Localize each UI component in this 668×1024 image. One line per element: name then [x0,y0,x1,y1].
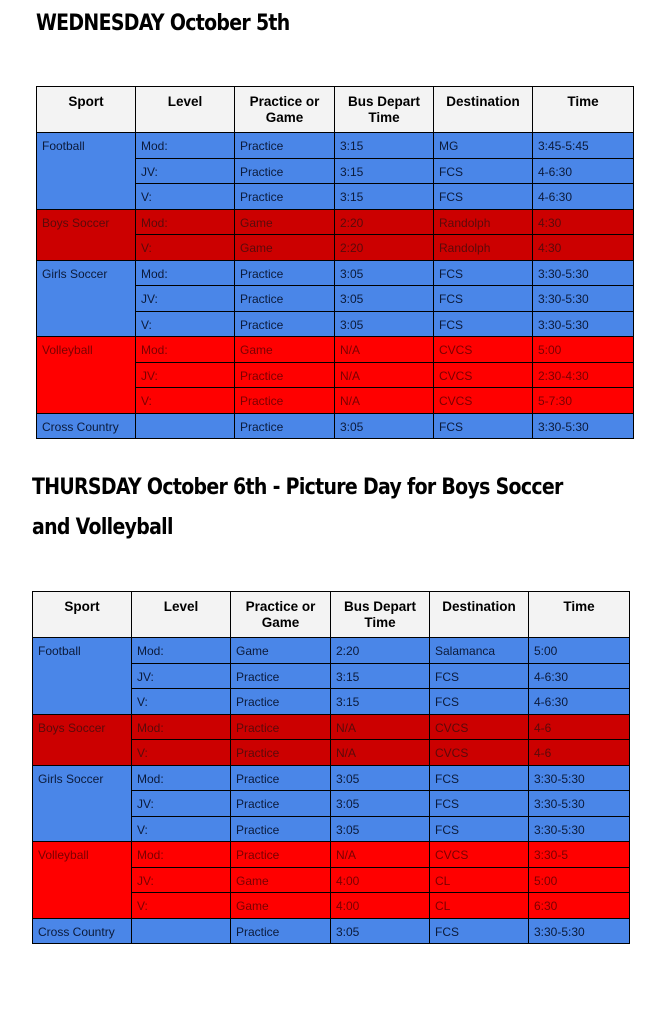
level-cell: Mod: [132,765,231,791]
time-cell: 5-7:30 [533,388,634,414]
level-cell: V: [136,388,235,414]
level-cell: V: [132,816,231,842]
bus-depart-cell: 3:05 [335,260,434,286]
practice-or-game-cell: Game [231,867,331,893]
level-cell [136,413,235,439]
level-cell [132,918,231,944]
practice-or-game-cell: Game [231,638,331,664]
practice-or-game-cell: Practice [235,286,335,312]
practice-or-game-cell: Practice [231,791,331,817]
destination-cell: MG [434,133,533,159]
time-cell: 4-6 [529,714,630,740]
time-cell: 4-6:30 [533,158,634,184]
practice-or-game-cell: Practice [235,311,335,337]
level-cell: V: [132,740,231,766]
destination-header: Destination [434,87,533,133]
destination-cell: Salamanca [430,638,529,664]
time-cell: 3:30-5:30 [529,918,630,944]
bus-depart-cell: 2:20 [335,235,434,261]
time-cell: 3:30-5:30 [533,311,634,337]
destination-cell: Randolph [434,209,533,235]
table-row [33,765,630,791]
level-cell: Mod: [136,260,235,286]
bus-depart-cell: 4:00 [331,867,430,893]
level-cell: Mod: [136,209,235,235]
destination-cell: FCS [434,260,533,286]
bus-depart-cell: N/A [335,388,434,414]
destination-cell: Randolph [434,235,533,261]
practice-or-game-cell: Game [235,209,335,235]
table-row [33,842,630,868]
table-row [37,260,634,286]
destination-header: Destination [430,592,529,638]
time-cell: 3:30-5:30 [533,260,634,286]
time-cell: 3:30-5:30 [529,816,630,842]
practice-or-game-cell: Practice [235,133,335,159]
destination-cell: FCS [430,765,529,791]
destination-cell: CVCS [430,740,529,766]
sport-cell: Girls Soccer [33,765,132,842]
time-cell: 4-6:30 [529,689,630,715]
bus-depart-cell: N/A [331,740,430,766]
sport-cell: Boys Soccer [37,209,136,260]
bus-depart-cell: N/A [335,362,434,388]
time-cell: 4:30 [533,209,634,235]
destination-cell: FCS [430,816,529,842]
practice-or-game-cell: Practice [231,740,331,766]
thursday-heading: THURSDAY October 6th - Picture Day for Boys Soccer and Volleyball [32,475,563,540]
practice-or-game-cell: Practice [235,260,335,286]
destination-cell: FCS [430,663,529,689]
bus-depart-cell: 3:05 [331,816,430,842]
bus-depart-cell: 3:15 [335,158,434,184]
bus-depart-cell: 3:05 [335,286,434,312]
sport-cell: Football [33,638,132,715]
table-row [37,133,634,159]
destination-cell: CVCS [434,362,533,388]
table-row [37,337,634,363]
practice-or-game-cell: Practice [231,714,331,740]
practice-or-game-cell: Game [235,235,335,261]
practice-or-game-header: Practice or Game [231,592,331,638]
level-header: Level [132,592,231,638]
time-cell: 3:30-5:30 [529,765,630,791]
bus-depart-cell: 3:05 [331,918,430,944]
destination-cell: FCS [434,311,533,337]
time-cell: 4:30 [533,235,634,261]
bus-depart-cell: 3:15 [335,133,434,159]
sport-cell: Volleyball [37,337,136,414]
time-cell: 6:30 [529,893,630,919]
sport-cell: Cross Country [37,413,136,439]
bus-depart-cell: 3:05 [335,413,434,439]
level-header: Level [136,87,235,133]
destination-cell: FCS [434,286,533,312]
destination-cell: FCS [434,413,533,439]
destination-cell: CVCS [430,714,529,740]
time-cell: 3:30-5:30 [533,413,634,439]
time-cell: 5:00 [529,867,630,893]
bus-depart-cell: 3:15 [331,689,430,715]
bus-depart-cell: 3:05 [331,765,430,791]
level-cell: V: [136,311,235,337]
time-cell: 4-6:30 [533,184,634,210]
level-cell: Mod: [132,842,231,868]
destination-cell: CVCS [434,388,533,414]
level-cell: JV: [136,286,235,312]
practice-or-game-cell: Game [235,337,335,363]
sport-cell: Boys Soccer [33,714,132,765]
sport-cell: Volleyball [33,842,132,919]
level-cell: V: [136,184,235,210]
time-header: Time [529,592,630,638]
destination-cell: FCS [430,918,529,944]
time-cell: 4-6:30 [529,663,630,689]
level-cell: Mod: [132,714,231,740]
table-header-row [33,592,630,638]
time-cell: 3:30-5:30 [529,791,630,817]
level-cell: JV: [132,791,231,817]
time-header: Time [533,87,634,133]
sport-header: Sport [37,87,136,133]
bus-depart-cell: 2:20 [331,638,430,664]
time-cell: 3:30-5 [529,842,630,868]
practice-or-game-cell: Game [231,893,331,919]
bus-depart-time-header: Bus Depart Time [331,592,430,638]
sport-cell: Cross Country [33,918,132,944]
practice-or-game-cell: Practice [231,663,331,689]
level-cell: Mod: [132,638,231,664]
bus-depart-cell: 3:15 [335,184,434,210]
destination-cell: CVCS [430,842,529,868]
practice-or-game-cell: Practice [231,918,331,944]
level-cell: JV: [136,158,235,184]
level-cell: V: [136,235,235,261]
destination-cell: FCS [434,184,533,210]
practice-or-game-cell: Practice [231,765,331,791]
level-cell: Mod: [136,133,235,159]
table-row [33,714,630,740]
bus-depart-cell: 2:20 [335,209,434,235]
bus-depart-cell: N/A [335,337,434,363]
sport-cell: Girls Soccer [37,260,136,337]
destination-cell: FCS [434,158,533,184]
bus-depart-cell: 3:05 [331,791,430,817]
practice-or-game-cell: Practice [235,362,335,388]
practice-or-game-cell: Practice [231,816,331,842]
level-cell: JV: [136,362,235,388]
bus-depart-cell: N/A [331,842,430,868]
time-cell: 5:00 [533,337,634,363]
practice-or-game-cell: Practice [231,689,331,715]
table-row [33,918,630,944]
destination-cell: CL [430,893,529,919]
level-cell: V: [132,893,231,919]
thursday-schedule-table [32,591,630,944]
practice-or-game-header: Practice or Game [235,87,335,133]
wednesday-schedule-table [36,86,634,439]
table-header-row [37,87,634,133]
time-cell: 2:30-4:30 [533,362,634,388]
practice-or-game-cell: Practice [235,388,335,414]
time-cell: 4-6 [529,740,630,766]
wednesday-heading: WEDNESDAY October 5th [36,11,290,36]
level-cell: V: [132,689,231,715]
bus-depart-cell: 4:00 [331,893,430,919]
level-cell: JV: [132,867,231,893]
practice-or-game-cell: Practice [235,184,335,210]
level-cell: JV: [132,663,231,689]
table-row [33,638,630,664]
destination-cell: FCS [430,689,529,715]
level-cell: Mod: [136,337,235,363]
practice-or-game-cell: Practice [235,413,335,439]
practice-or-game-cell: Practice [231,842,331,868]
destination-cell: CVCS [434,337,533,363]
sport-header: Sport [33,592,132,638]
time-cell: 5:00 [529,638,630,664]
destination-cell: FCS [430,791,529,817]
time-cell: 3:45-5:45 [533,133,634,159]
bus-depart-cell: N/A [331,714,430,740]
bus-depart-cell: 3:15 [331,663,430,689]
bus-depart-cell: 3:05 [335,311,434,337]
practice-or-game-cell: Practice [235,158,335,184]
bus-depart-time-header: Bus Depart Time [335,87,434,133]
destination-cell: CL [430,867,529,893]
table-row [37,413,634,439]
table-row [37,209,634,235]
time-cell: 3:30-5:30 [533,286,634,312]
sport-cell: Football [37,133,136,210]
